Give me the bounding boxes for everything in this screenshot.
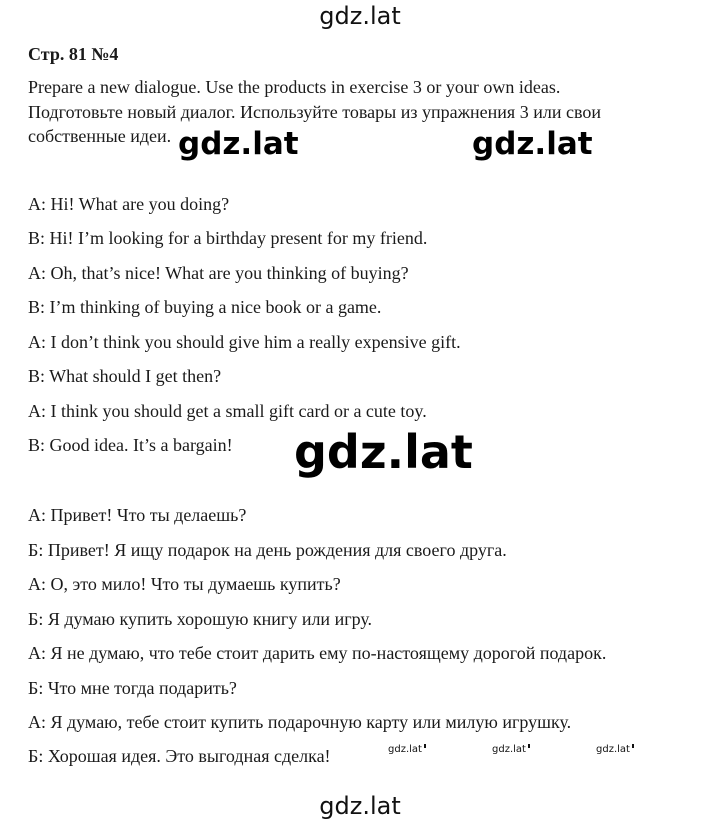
dialogue-en-line: A: Oh, that’s nice! What are you thinking of buying? xyxy=(28,263,409,283)
dialogue-en-line: A: I think you should get a small gift card or a cute toy. xyxy=(28,401,427,421)
watermark-mid-left: gdz.lat xyxy=(178,126,299,162)
dialogue-ru-line: Б: Привет! Я ищу подарок на день рождения для своего друга. xyxy=(28,540,507,560)
dialogue-ru-line: А: Привет! Что ты делаешь? xyxy=(28,505,247,525)
dialogue-ru-line: Б: Хорошая идея. Это выгодная сделка! xyxy=(28,746,331,766)
watermark-bottom: gdz.lat xyxy=(319,792,401,820)
dialogue-ru-line: Б: Я думаю купить хорошую книгу или игру. xyxy=(28,609,373,629)
dialogue-en-line: A: Hi! What are you doing? xyxy=(28,194,230,214)
dialogue-en-line: B: Hi! I’m looking for a birthday present for my friend. xyxy=(28,228,428,248)
instruction-russian-line-2: собственные идеи. xyxy=(28,126,172,146)
watermark-small: gdz.lat xyxy=(492,744,530,755)
dialogue-en-line: A: I don’t think you should give him a really expensive gift. xyxy=(28,332,461,352)
dialogue-en-line: B: What should I get then? xyxy=(28,366,222,386)
dialogue-ru-line: А: О, это мило! Что ты думаешь купить? xyxy=(28,574,341,594)
dialogue-ru-line: Б: Что мне тогда подарить? xyxy=(28,678,237,698)
page-title: Стр. 81 №4 xyxy=(28,44,119,64)
dialogue-ru-line: А: Я не думаю, что тебе стоит дарить ему по-настоящему дорогой подарок. xyxy=(28,643,607,663)
watermark-small: gdz.lat xyxy=(596,744,634,755)
instruction-english: Prepare a new dialogue. Use the products in exercise 3 or your own ideas. xyxy=(28,77,561,97)
dialogue-en-line: B: I’m thinking of buying a nice book or a game. xyxy=(28,297,382,317)
watermark-mid-right: gdz.lat xyxy=(472,126,593,162)
watermark-large: gdz.lat xyxy=(294,425,473,479)
dialogue-ru-line: А: Я думаю, тебе стоит купить подарочную карту или милую игрушку. xyxy=(28,712,572,732)
watermark-top: gdz.lat xyxy=(319,2,401,30)
instruction-russian-line-1: Подготовьте новый диалог. Используйте товары из упражнения 3 или свои xyxy=(28,102,601,122)
watermark-small: gdz.lat xyxy=(388,744,426,755)
dialogue-en-line: B: Good idea. It’s a bargain! xyxy=(28,435,233,455)
